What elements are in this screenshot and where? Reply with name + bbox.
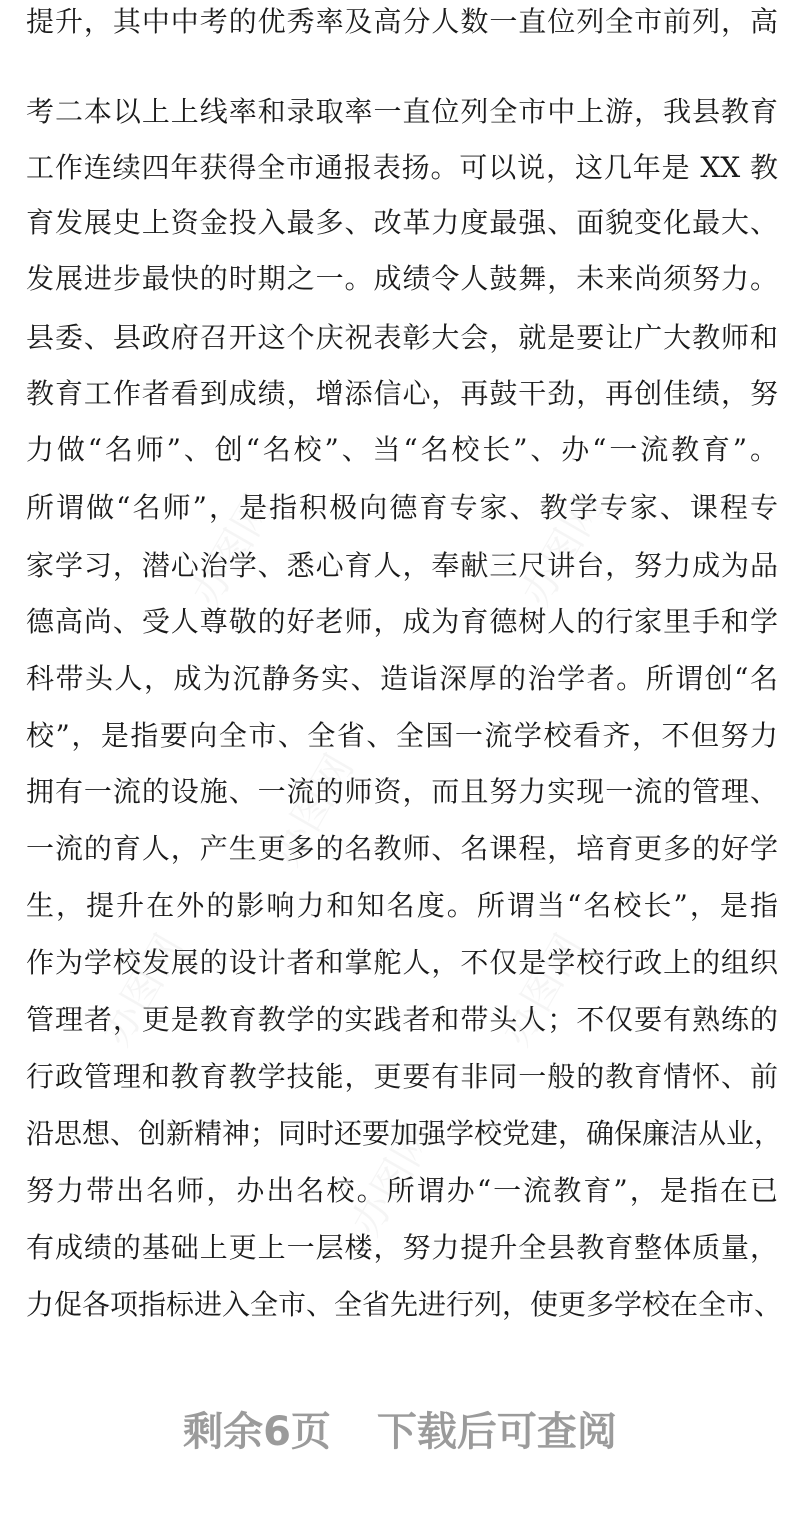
watermark: 办图网 xyxy=(183,486,283,614)
download-to-view-label: 下载后可查阅 xyxy=(376,1409,617,1455)
text-line: 有成绩的基础上更上一层楼，努力提升全县教育整体质量， xyxy=(26,1231,778,1264)
text-line: 作为学校发展的设计者和掌舵人，不仅是学校行政上的组织 xyxy=(26,946,778,979)
watermark: 办图网 xyxy=(343,1116,443,1244)
text-line: 生，提升在外的影响力和知名度。所谓当“名校长”，是指 xyxy=(26,889,778,922)
text-line: 拥有一流的设施、一流的师资，而且努力实现一流的管理、 xyxy=(26,775,778,808)
remaining-pages-label: 剩余6页 xyxy=(183,1409,331,1455)
text-line: 教育工作者看到成绩，增添信心，再鼓干劲，再创佳绩，努 xyxy=(26,377,778,410)
text-line: 管理者，更是教育教学的实践者和带头人；不仅要有熟练的 xyxy=(26,1003,778,1036)
text-line: 校”，是指要向全市、全省、全国一流学校看齐，不但努力 xyxy=(26,719,778,752)
text-line: 家学习，潜心治学、悉心育人，奉献三尺讲台，努力成为品 xyxy=(26,549,778,582)
text-line: 力做“名师”、创“名校”、当“名校长”、办“一流教育”。 xyxy=(26,433,778,466)
text-line: 所谓做“名师”，是指积极向德育专家、教学专家、课程专 xyxy=(26,491,778,524)
text-line: 工作连续四年获得全市通报表扬。可以说，这几年是 XX 教 xyxy=(26,151,778,184)
text-line: 育发展史上资金投入最多、改革力度最强、面貌变化最大、 xyxy=(26,206,778,239)
text-line: 提升，其中中考的优秀率及高分人数一直位列全市前列，高 xyxy=(26,5,778,38)
text-line: 县委、县政府召开这个庆祝表彰大会，就是要让广大教师和 xyxy=(26,321,778,354)
text-line: 考二本以上上线率和录取率一直位列全市中上游，我县教育 xyxy=(26,95,778,128)
watermark: 办图网 xyxy=(513,486,613,614)
download-prompt[interactable] xyxy=(0,1402,800,1462)
text-line: 科带头人，成为沉静务实、造诣深厚的治学者。所谓创“名 xyxy=(26,662,778,695)
text-line: 力促各项指标进入全市、全省先进行列，使更多学校在全市、 xyxy=(26,1288,783,1321)
text-line: 德高尚、受人尊敬的好老师，成为育德树人的行家里手和学 xyxy=(26,605,778,638)
text-line: 沿思想、创新精神；同时还要加强学校党建，确保廉洁从业， xyxy=(26,1117,783,1150)
text-line: 发展进步最快的时期之一。成绩令人鼓舞，未来尚须努力。 xyxy=(26,262,778,295)
text-line: 努力带出名师，办出名校。所谓办“一流教育”，是指在已 xyxy=(26,1174,778,1207)
watermark: 办图网 xyxy=(93,926,193,1054)
watermark: 办图网 xyxy=(493,926,593,1054)
text-line: 行政管理和教育教学技能，更要有非同一般的教育情怀、前 xyxy=(26,1060,778,1093)
watermark: 办图网 xyxy=(263,746,363,874)
text-line: 一流的育人，产生更多的名教师、名课程，培育更多的好学 xyxy=(26,832,778,865)
